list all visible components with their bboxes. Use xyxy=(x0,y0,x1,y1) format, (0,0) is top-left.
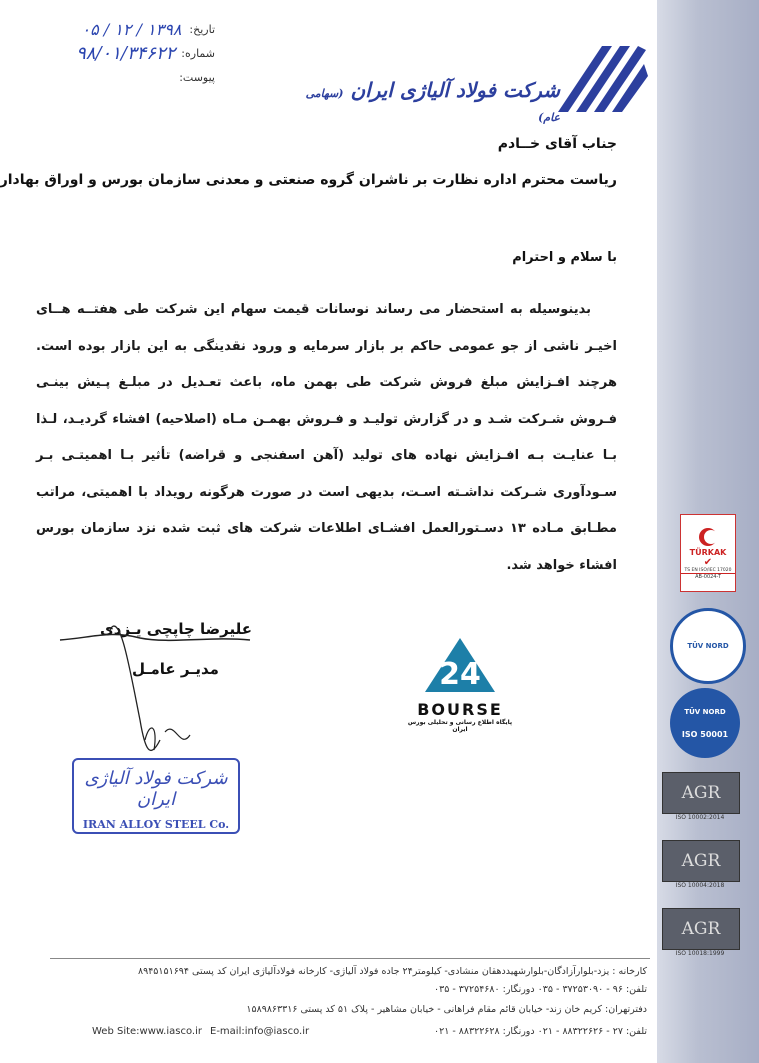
recipient-title: ریاست محترم اداره نظارت بر ناشران گروه صنعتی و معدنی سازمان بورس و اوراق بهادار xyxy=(0,172,617,188)
company-name: شرکت فولاد آلیاژی ایران (سهامی عام) xyxy=(305,78,560,124)
number-value: ۹۸/۰۱/۳۴۶۲۲ xyxy=(76,42,176,64)
recipient: جناب آقای خــادم xyxy=(497,136,617,152)
number-label: شماره: xyxy=(181,46,215,60)
tuv-badge-1 xyxy=(670,608,746,684)
tuv1-label: TÜV NORD xyxy=(687,642,729,650)
turkak-badge xyxy=(680,514,736,592)
bourse-word: BOURSE xyxy=(417,700,503,719)
agr3-iso: ISO 10018:1999 xyxy=(675,950,725,957)
signer-role: مدیـر عامـل xyxy=(132,660,219,678)
turkak-std: TS EN ISO/IEC 17020 xyxy=(684,568,732,573)
stamp-persian: شرکت فولاد آلیاژی ایران xyxy=(84,768,228,810)
footer-office-phone: تلفن: ۲۷ - ۸۸۳۲۲۶۲۶ - ۰۲۱ دورنگار: ۸۸۳۲۲۶۲۸ - ۰۲۱ xyxy=(434,1026,647,1037)
turkak-code: AB-0024-T xyxy=(681,573,735,580)
date-value: ۱۳۹۸ / ۱۲ / ۰۵ xyxy=(81,19,182,39)
company-suffix: (سهامی عام) xyxy=(305,87,560,124)
footer-office: دفترتهران: کریم خان زند- خیابان قائم مقام فراهانی - خیابان مشاهیر - پلاک ۵۱ کد پستی ۱۵۸۹۸۶۳۳۱۶ xyxy=(246,1004,647,1015)
stamp-english: IRAN ALLOY STEEL Co. xyxy=(82,818,230,831)
footer-factory-phone: تلفن: ۹۶ - ۳۷۲۵۳۰۹۰ - ۰۳۵ دورنگار: ۳۷۲۵۴۶۸۰ - ۰۳۵ xyxy=(434,984,647,995)
meta-block xyxy=(40,18,215,88)
greeting: با سلام و احترام xyxy=(512,250,617,265)
attachment-label: پیوست: xyxy=(179,70,215,84)
bourse-number: 24 xyxy=(439,657,481,692)
tuv-badge-2 xyxy=(670,688,740,758)
agr2-iso: ISO 10004:2018 xyxy=(675,882,725,889)
company-stamp xyxy=(72,758,240,834)
footer-email[interactable]: E-mail:info@iasco.ir xyxy=(210,1026,310,1037)
footer-divider xyxy=(50,958,650,959)
bourse-logo xyxy=(405,636,515,733)
tuv2-label: TÜV NORD xyxy=(684,707,726,716)
bourse-caption: پایگاه اطلاع رسانی و تحلیلی بورس ایران xyxy=(407,719,513,733)
signer-name: علیرضا چاپچی یـزدی xyxy=(100,620,252,638)
footer-factory: کارخانه : یزد-بلوارآزادگان-بلوارشهیددهقان منشادی- کیلومتر۲۴ جاده فولاد آلیاژی- کارخانه فولادآلیاژی ایران کد پستی ۸۹۴۵۱۵۱۶۹۴ xyxy=(137,966,647,977)
turkak-check-icon: ✔ xyxy=(703,557,713,568)
footer-website[interactable]: Web Site:www.iasco.ir xyxy=(92,1026,202,1037)
letter-body: بدینوسیله به استحضار می رساند نوسانات قیمت سهام این شرکت طی هفتــه هــای اخیـر ناشی از جو عمومی حاکم بر بازار سرمایه و ورود نقدینگی به این بازار بوده است. هرچند افـزایش مبلغ فروش شرکت طی بهمن ماه، باعث تعـدیل در مبلـغ پـیش بینـی فـروش شـرکت شـد و در گزارش تولیـد و فـروش بهمـن مـاه (اصلاحیه) افشاء گردیـد، لـذا بـا عنایـت بـه افـزایش نهاده های تولید (آهن اسفنجی و قراضه) تأثیر بـا اهمیتـی بـر سـودآوری شـرکت نداشـته اسـت، بدیهی است در صورت هرگونه رویداد با اهمیتی، مراتب مطـابق مـاده ۱۳ دسـتورالعمل افشـای اطلاعات شرکت های ثبت شده نزد سازمان بورس افشاء خواهد شد. xyxy=(36,302,617,573)
turkak-crescent-icon xyxy=(693,526,723,548)
agr1-iso: ISO 10002:2014 xyxy=(675,814,725,821)
agr-badge-1: AGR xyxy=(662,772,740,814)
turkak-label: TÜRKAK xyxy=(689,548,727,557)
bourse-triangle-icon xyxy=(405,636,515,696)
tuv2-iso: ISO 50001 xyxy=(681,729,729,739)
date-label: تاریخ: xyxy=(189,22,215,36)
agr-badge-3: AGR xyxy=(662,908,740,950)
agr-badge-2: AGR xyxy=(662,840,740,882)
signature-scribble xyxy=(50,600,270,780)
